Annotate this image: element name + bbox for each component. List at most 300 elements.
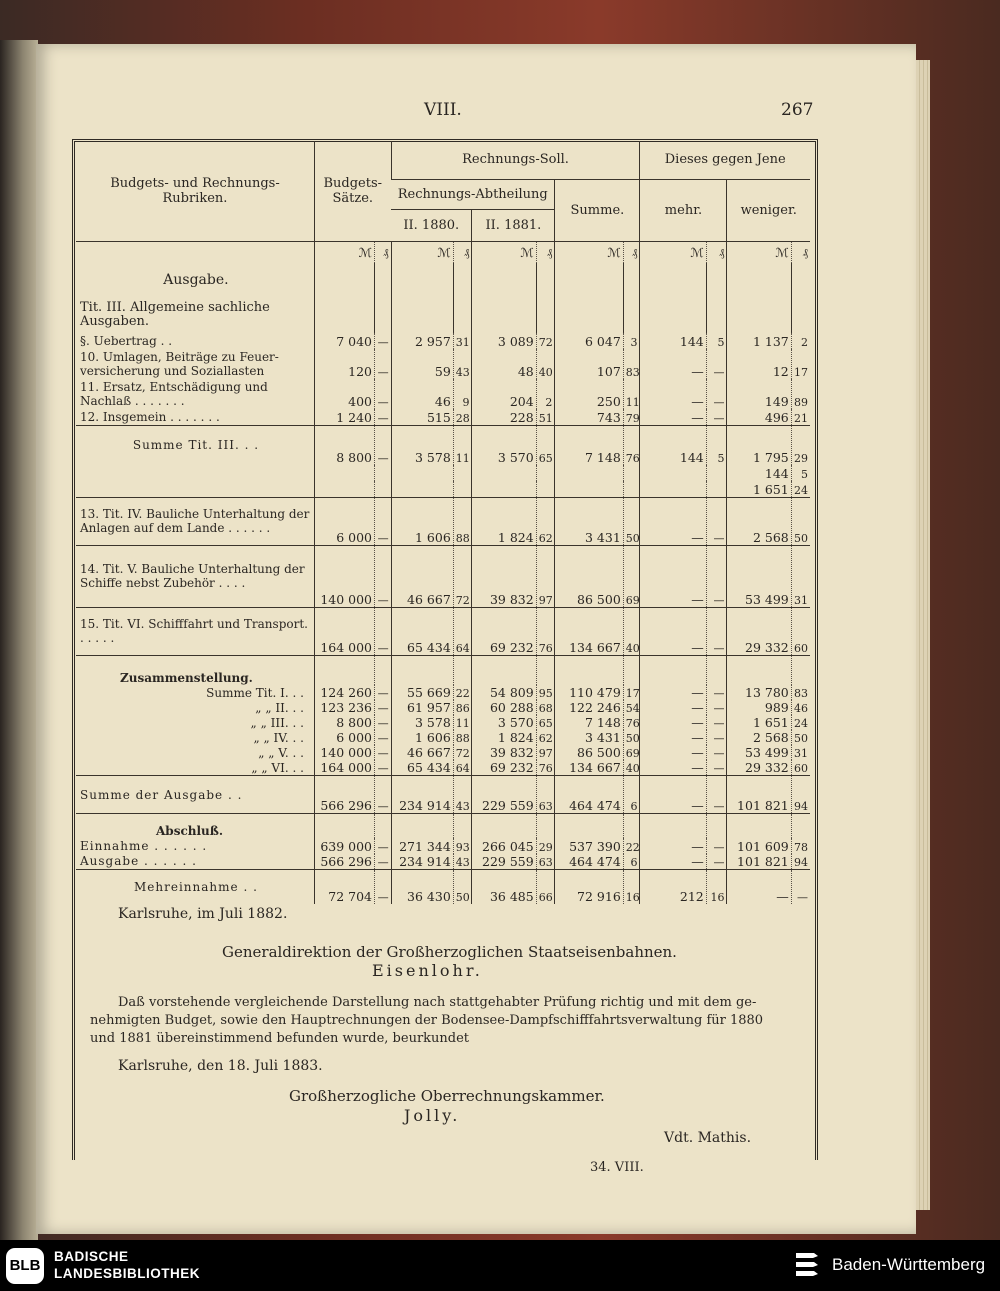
pf-cell: 72 bbox=[453, 545, 472, 607]
amount-cell: 228 bbox=[472, 409, 536, 425]
amount-cell: 164 000 bbox=[314, 607, 374, 655]
amount-cell: 229 559 bbox=[472, 776, 536, 814]
amount-cell: 101 821 bbox=[727, 776, 791, 814]
amount-cell: 36 485 bbox=[472, 870, 536, 904]
pf-cell: — bbox=[375, 379, 392, 409]
pf-cell: — bbox=[375, 409, 392, 425]
amount-cell: 140 000 bbox=[314, 545, 374, 607]
pf-cell: 86 bbox=[453, 700, 472, 715]
amount-cell: — bbox=[640, 776, 706, 814]
pf-cell: 76 bbox=[536, 607, 555, 655]
amount-cell: — bbox=[640, 854, 706, 870]
pf-cell bbox=[623, 465, 640, 481]
pf-cell: 69 bbox=[623, 545, 640, 607]
table-row bbox=[76, 607, 810, 655]
amount-cell bbox=[472, 481, 536, 497]
table-row bbox=[76, 497, 810, 545]
amount-cell: 1 651 bbox=[727, 481, 791, 497]
amount-cell: 6 000 bbox=[314, 730, 374, 745]
amount-cell: 29 332 bbox=[727, 607, 791, 655]
amount-cell: 989 bbox=[727, 700, 791, 715]
amount-cell bbox=[391, 814, 453, 838]
amount-cell: 1 137 bbox=[727, 333, 791, 349]
pf-cell bbox=[791, 655, 810, 685]
pf-cell: 60 bbox=[791, 760, 810, 776]
pf-cell: — bbox=[375, 838, 392, 854]
amount-cell: 101 609 bbox=[727, 838, 791, 854]
pf-cell: 78 bbox=[791, 838, 810, 854]
place-date-2: Karlsruhe, den 18. Juli 1883. bbox=[118, 1058, 323, 1074]
amount-cell: 8 800 bbox=[314, 715, 374, 730]
pf-cell: 9 bbox=[453, 379, 472, 409]
amount-cell: 86 500 bbox=[555, 745, 623, 760]
amount-cell: 400 bbox=[314, 379, 374, 409]
table-row bbox=[76, 760, 810, 776]
amount-cell: — bbox=[640, 700, 706, 715]
pf-cell: 2 bbox=[536, 379, 555, 409]
pf-cell: 2 bbox=[791, 333, 810, 349]
amount-cell: 3 570 bbox=[472, 715, 536, 730]
amount-cell bbox=[314, 465, 374, 481]
table-row bbox=[76, 465, 810, 481]
row-label: Summe der Ausgabe . . bbox=[80, 787, 243, 802]
table-row bbox=[76, 409, 810, 425]
pf-cell: 94 bbox=[791, 776, 810, 814]
amount-cell: 144 bbox=[727, 465, 791, 481]
amount-cell: 59 bbox=[391, 349, 453, 379]
pf-cell: 94 bbox=[791, 854, 810, 870]
table-row bbox=[76, 545, 810, 607]
unit-mark: ℳ bbox=[640, 241, 706, 263]
col-budget: Budgets-Sätze. bbox=[314, 141, 391, 241]
pf-cell: 17 bbox=[623, 685, 640, 700]
pf-cell: 72 bbox=[536, 333, 555, 349]
amount-cell: 271 344 bbox=[391, 838, 453, 854]
unit-pf: ₰ bbox=[536, 241, 555, 263]
table-row bbox=[76, 655, 810, 685]
pf-cell: 63 bbox=[536, 854, 555, 870]
pf-cell: 63 bbox=[536, 776, 555, 814]
row-label: Summe Tit. III. . . bbox=[132, 438, 260, 453]
amount-cell: — bbox=[640, 760, 706, 776]
amount-cell bbox=[640, 465, 706, 481]
amount-cell: 3 578 bbox=[391, 425, 453, 465]
amount-cell: 55 669 bbox=[391, 685, 453, 700]
pf-cell bbox=[453, 814, 472, 838]
amount-cell: 123 236 bbox=[314, 700, 374, 715]
col-1881: II. 1881. bbox=[472, 209, 555, 241]
pf-cell bbox=[375, 465, 392, 481]
row-label bbox=[76, 465, 314, 481]
pf-cell: 3 bbox=[623, 333, 640, 349]
amount-cell: — bbox=[640, 409, 706, 425]
amount-cell: 120 bbox=[314, 349, 374, 379]
pf-cell: 51 bbox=[536, 409, 555, 425]
pf-cell: — bbox=[706, 685, 727, 700]
amount-cell: 1 651 bbox=[727, 715, 791, 730]
unit-mark: ℳ bbox=[314, 241, 374, 263]
col-rubric: Budgets- und Rechnungs-Rubriken. bbox=[76, 141, 314, 241]
amount-cell: 110 479 bbox=[555, 685, 623, 700]
amount-cell: 1 795 bbox=[727, 425, 791, 465]
amount-cell: — bbox=[640, 715, 706, 730]
amount-cell: — bbox=[640, 497, 706, 545]
row-label: „ „ V. . . bbox=[258, 745, 304, 760]
pf-cell: 17 bbox=[791, 349, 810, 379]
amount-cell: 122 246 bbox=[555, 700, 623, 715]
pf-cell: 21 bbox=[791, 409, 810, 425]
pf-cell bbox=[453, 481, 472, 497]
pf-cell: 76 bbox=[623, 425, 640, 465]
amount-cell: 54 809 bbox=[472, 685, 536, 700]
table-row bbox=[76, 481, 810, 497]
amount-cell: 13 780 bbox=[727, 685, 791, 700]
pf-cell: 11 bbox=[453, 715, 472, 730]
pf-cell: 31 bbox=[791, 545, 810, 607]
amount-cell: — bbox=[727, 870, 791, 904]
authority-2: Großherzogliche Oberrechnungskammer. bbox=[289, 1087, 605, 1105]
row-label: Abschluß. bbox=[156, 823, 224, 838]
pf-cell: — bbox=[706, 745, 727, 760]
pf-cell: 29 bbox=[536, 838, 555, 854]
pf-cell: 76 bbox=[536, 760, 555, 776]
vdt-signature: Vdt. Mathis. bbox=[664, 1130, 752, 1146]
pf-cell: 65 bbox=[536, 715, 555, 730]
pf-cell: 64 bbox=[453, 607, 472, 655]
amount-cell bbox=[640, 814, 706, 838]
pf-cell: 6 bbox=[623, 776, 640, 814]
amount-cell: 496 bbox=[727, 409, 791, 425]
pf-cell: — bbox=[375, 700, 392, 715]
pf-cell: — bbox=[706, 545, 727, 607]
unit-pf: ₰ bbox=[453, 241, 472, 263]
pf-cell: 97 bbox=[536, 745, 555, 760]
amount-cell: — bbox=[640, 838, 706, 854]
pf-cell: — bbox=[706, 607, 727, 655]
amount-cell: — bbox=[640, 745, 706, 760]
unit-mark: ℳ bbox=[727, 241, 791, 263]
amount-cell: 46 bbox=[391, 379, 453, 409]
amount-cell: 6 000 bbox=[314, 497, 374, 545]
table-row bbox=[76, 700, 810, 715]
amount-cell: 144 bbox=[640, 333, 706, 349]
row-label: 15. Tit. VI. Schifffahrt und Transport. . . . . . bbox=[80, 617, 308, 645]
pf-cell: 83 bbox=[791, 685, 810, 700]
amount-cell: 72 704 bbox=[314, 870, 374, 904]
amount-cell: 464 474 bbox=[555, 776, 623, 814]
col-summe: Summe. bbox=[555, 179, 640, 241]
row-label: 14. Tit. V. Bauliche Unterhaltung der Schiffe nebst Zubehör . . . . bbox=[80, 562, 305, 590]
amount-cell bbox=[555, 814, 623, 838]
pf-cell: 40 bbox=[623, 760, 640, 776]
pf-cell: — bbox=[375, 425, 392, 465]
amount-cell: 65 434 bbox=[391, 607, 453, 655]
row-label: 10. Umlagen, Beiträge zu Feuerversicherung und Soziallasten bbox=[80, 350, 279, 378]
pf-cell: 69 bbox=[623, 745, 640, 760]
amount-cell bbox=[391, 481, 453, 497]
place-date-1: Karlsruhe, im Juli 1882. bbox=[118, 906, 288, 922]
amount-cell: 2 957 bbox=[391, 333, 453, 349]
amount-cell: 164 000 bbox=[314, 760, 374, 776]
pf-cell bbox=[536, 655, 555, 685]
pf-cell bbox=[706, 655, 727, 685]
amount-cell: 124 260 bbox=[314, 685, 374, 700]
amount-cell: 140 000 bbox=[314, 745, 374, 760]
amount-cell: — bbox=[640, 349, 706, 379]
amount-cell: 29 332 bbox=[727, 760, 791, 776]
pf-cell: 11 bbox=[453, 425, 472, 465]
amount-cell: — bbox=[640, 607, 706, 655]
pf-cell: — bbox=[375, 607, 392, 655]
amount-cell: — bbox=[640, 685, 706, 700]
table-row bbox=[76, 730, 810, 745]
pf-cell: — bbox=[791, 870, 810, 904]
pf-cell: 93 bbox=[453, 838, 472, 854]
amount-cell: 72 916 bbox=[555, 870, 623, 904]
pf-cell: — bbox=[706, 349, 727, 379]
pf-cell: 50 bbox=[791, 497, 810, 545]
amount-cell: 639 000 bbox=[314, 838, 374, 854]
amount-cell: 69 232 bbox=[472, 607, 536, 655]
amount-cell: 3 570 bbox=[472, 425, 536, 465]
pf-cell: 72 bbox=[453, 745, 472, 760]
pf-cell: 16 bbox=[623, 870, 640, 904]
pf-cell: 83 bbox=[623, 349, 640, 379]
pf-cell: — bbox=[375, 760, 392, 776]
amount-cell: 2 568 bbox=[727, 730, 791, 745]
amount-cell: 86 500 bbox=[555, 545, 623, 607]
pf-cell: 62 bbox=[536, 730, 555, 745]
pf-cell: 11 bbox=[623, 379, 640, 409]
pf-cell: — bbox=[706, 700, 727, 715]
pf-cell: 89 bbox=[791, 379, 810, 409]
pf-cell: — bbox=[706, 776, 727, 814]
row-label: „ „ II. . . bbox=[255, 700, 304, 715]
row-label: §. Uebertrag . . bbox=[80, 334, 173, 348]
amount-cell: 69 232 bbox=[472, 760, 536, 776]
pf-cell: — bbox=[375, 333, 392, 349]
pf-cell: 68 bbox=[536, 700, 555, 715]
pf-cell: — bbox=[706, 838, 727, 854]
table-row bbox=[76, 854, 810, 870]
pf-cell: 22 bbox=[453, 685, 472, 700]
amount-cell: 101 821 bbox=[727, 854, 791, 870]
pf-cell bbox=[706, 481, 727, 497]
amount-cell: 1 824 bbox=[472, 730, 536, 745]
attestation: Daß vorstehende vergleichende Darstellung nach stattgehabter Prüfung richtig und mit dem genehmigten Budget, sowie den Hauptrechnungen der Bodensee-Dampfschifffahrtsverwaltung für 1880 und 1881 übereinstimmend befunden wurde, beurkundet bbox=[90, 995, 764, 1046]
table-row bbox=[76, 349, 810, 379]
amount-cell: 515 bbox=[391, 409, 453, 425]
left-page-edge bbox=[0, 40, 38, 1240]
unit-pf: ₰ bbox=[623, 241, 640, 263]
table-row bbox=[76, 379, 810, 409]
amount-cell: 566 296 bbox=[314, 776, 374, 814]
state-name[interactable]: Baden-Württemberg bbox=[832, 1255, 986, 1274]
amount-cell: 12 bbox=[727, 349, 791, 379]
row-label bbox=[76, 481, 314, 497]
row-label: „ „ III. . . bbox=[250, 715, 304, 730]
amount-cell: 53 499 bbox=[727, 745, 791, 760]
pf-cell: 28 bbox=[453, 409, 472, 425]
amount-cell: 7 148 bbox=[555, 715, 623, 730]
pf-cell: 40 bbox=[536, 349, 555, 379]
amount-cell bbox=[314, 814, 374, 838]
pf-cell: 50 bbox=[623, 730, 640, 745]
pf-cell: 5 bbox=[706, 425, 727, 465]
pf-cell: — bbox=[375, 870, 392, 904]
amount-cell: 1 240 bbox=[314, 409, 374, 425]
amount-cell bbox=[472, 465, 536, 481]
amount-cell: 266 045 bbox=[472, 838, 536, 854]
pf-cell bbox=[623, 481, 640, 497]
pf-cell: — bbox=[375, 854, 392, 870]
amount-cell: 3 431 bbox=[555, 730, 623, 745]
amount-cell: 144 bbox=[640, 425, 706, 465]
pf-cell: 24 bbox=[791, 715, 810, 730]
amount-cell: 48 bbox=[472, 349, 536, 379]
amount-cell: 464 474 bbox=[555, 854, 623, 870]
pf-cell: 65 bbox=[536, 425, 555, 465]
unit-pf: ₰ bbox=[706, 241, 727, 263]
pf-cell: 64 bbox=[453, 760, 472, 776]
amount-cell: 234 914 bbox=[391, 854, 453, 870]
amount-cell: 60 288 bbox=[472, 700, 536, 715]
unit-pf: ₰ bbox=[375, 241, 392, 263]
amount-cell: 7 148 bbox=[555, 425, 623, 465]
table-row bbox=[76, 745, 810, 760]
row-label: 12. Insgemein . . . . . . . bbox=[80, 409, 220, 424]
unit-mark: ℳ bbox=[391, 241, 453, 263]
amount-cell: 53 499 bbox=[727, 545, 791, 607]
amount-cell bbox=[314, 481, 374, 497]
pf-cell: 46 bbox=[791, 700, 810, 715]
pf-cell: — bbox=[706, 497, 727, 545]
amount-cell: 1 824 bbox=[472, 497, 536, 545]
pf-cell: 43 bbox=[453, 854, 472, 870]
row-label: „ „ VI. . . bbox=[251, 760, 304, 775]
pf-cell bbox=[706, 465, 727, 481]
lions-icon bbox=[792, 1249, 822, 1281]
row-label: 11. Ersatz, Entschädigung und Nachlaß . . . . . . . bbox=[80, 380, 268, 408]
amount-cell: 204 bbox=[472, 379, 536, 409]
pf-cell: 50 bbox=[791, 730, 810, 745]
pf-cell: 22 bbox=[623, 838, 640, 854]
amount-cell: 8 800 bbox=[314, 425, 374, 465]
pf-cell: 5 bbox=[791, 465, 810, 481]
pf-cell bbox=[453, 465, 472, 481]
amount-cell bbox=[391, 465, 453, 481]
pf-cell bbox=[706, 814, 727, 838]
pf-cell bbox=[536, 481, 555, 497]
pf-cell: — bbox=[375, 730, 392, 745]
table-row bbox=[76, 715, 810, 730]
pf-cell: 66 bbox=[536, 870, 555, 904]
pf-cell: 97 bbox=[536, 545, 555, 607]
pf-cell: 54 bbox=[623, 700, 640, 715]
pf-cell: 95 bbox=[536, 685, 555, 700]
pf-cell: 43 bbox=[453, 776, 472, 814]
pf-cell: — bbox=[706, 379, 727, 409]
amount-cell: 1 606 bbox=[391, 730, 453, 745]
pf-cell bbox=[623, 655, 640, 685]
row-label: 13. Tit. IV. Bauliche Unterhaltung der Anlagen auf dem Lande . . . . . . bbox=[80, 507, 310, 535]
pf-cell: 31 bbox=[453, 333, 472, 349]
pf-cell: 60 bbox=[791, 607, 810, 655]
amount-cell: — bbox=[640, 379, 706, 409]
pf-cell: — bbox=[706, 715, 727, 730]
row-label: Ausgabe . . . . . . bbox=[80, 854, 197, 869]
amount-cell: 46 667 bbox=[391, 545, 453, 607]
amount-cell: 212 bbox=[640, 870, 706, 904]
pf-cell bbox=[375, 481, 392, 497]
amount-cell: 3 431 bbox=[555, 497, 623, 545]
pf-cell: 76 bbox=[623, 715, 640, 730]
library-name[interactable] bbox=[54, 1248, 200, 1282]
signature-mark: 34. VIII. bbox=[590, 1160, 644, 1175]
amount-cell: 149 bbox=[727, 379, 791, 409]
pf-cell: 88 bbox=[453, 730, 472, 745]
amount-cell: 65 434 bbox=[391, 760, 453, 776]
unit-mark: ℳ bbox=[472, 241, 536, 263]
pf-cell: 79 bbox=[623, 409, 640, 425]
pf-cell: — bbox=[375, 685, 392, 700]
pf-cell bbox=[791, 814, 810, 838]
pf-cell bbox=[375, 655, 392, 685]
budget-table bbox=[76, 141, 810, 904]
amount-cell bbox=[314, 655, 374, 685]
col-abtheilung: Rechnungs-Abtheilung bbox=[391, 179, 555, 209]
unit-mark: ℳ bbox=[555, 241, 623, 263]
amount-cell bbox=[640, 481, 706, 497]
amount-cell: — bbox=[640, 730, 706, 745]
pf-cell: 43 bbox=[453, 349, 472, 379]
library-line-2: LANDESBIBLIOTHEK bbox=[54, 1266, 200, 1281]
pf-cell: — bbox=[375, 349, 392, 379]
amount-cell: 134 667 bbox=[555, 607, 623, 655]
amount-cell: 36 430 bbox=[391, 870, 453, 904]
row-label: Zusammenstellung. bbox=[120, 671, 253, 685]
pf-cell: 88 bbox=[453, 497, 472, 545]
amount-cell: 743 bbox=[555, 409, 623, 425]
pf-cell: 62 bbox=[536, 497, 555, 545]
amount-cell bbox=[555, 655, 623, 685]
blb-logo[interactable]: BLB bbox=[6, 1248, 44, 1284]
amount-cell: 134 667 bbox=[555, 760, 623, 776]
library-line-1: BADISCHE bbox=[54, 1249, 129, 1264]
pf-cell: 50 bbox=[453, 870, 472, 904]
pf-cell: 16 bbox=[706, 870, 727, 904]
pf-cell: — bbox=[375, 776, 392, 814]
row-label: Summe Tit. I. . . bbox=[206, 685, 304, 700]
amount-cell bbox=[727, 655, 791, 685]
table-row bbox=[76, 776, 810, 814]
amount-cell: 7 040 bbox=[314, 333, 374, 349]
pf-cell: 24 bbox=[791, 481, 810, 497]
tit3-title: Tit. III. Allgemeine sachliche Ausgaben. bbox=[80, 300, 270, 329]
amount-cell: 250 bbox=[555, 379, 623, 409]
col-mehr: mehr. bbox=[640, 179, 727, 241]
pf-cell: — bbox=[706, 409, 727, 425]
table-row bbox=[76, 685, 810, 700]
section-heading: VIII. bbox=[424, 100, 462, 120]
unit-pf: ₰ bbox=[791, 241, 810, 263]
pf-cell: 50 bbox=[623, 497, 640, 545]
pf-cell: — bbox=[706, 854, 727, 870]
row-label: Einnahme . . . . . . bbox=[80, 838, 208, 853]
pf-cell: 6 bbox=[623, 854, 640, 870]
col-soll: Rechnungs-Soll. bbox=[391, 141, 640, 179]
amount-cell: 3 089 bbox=[472, 333, 536, 349]
